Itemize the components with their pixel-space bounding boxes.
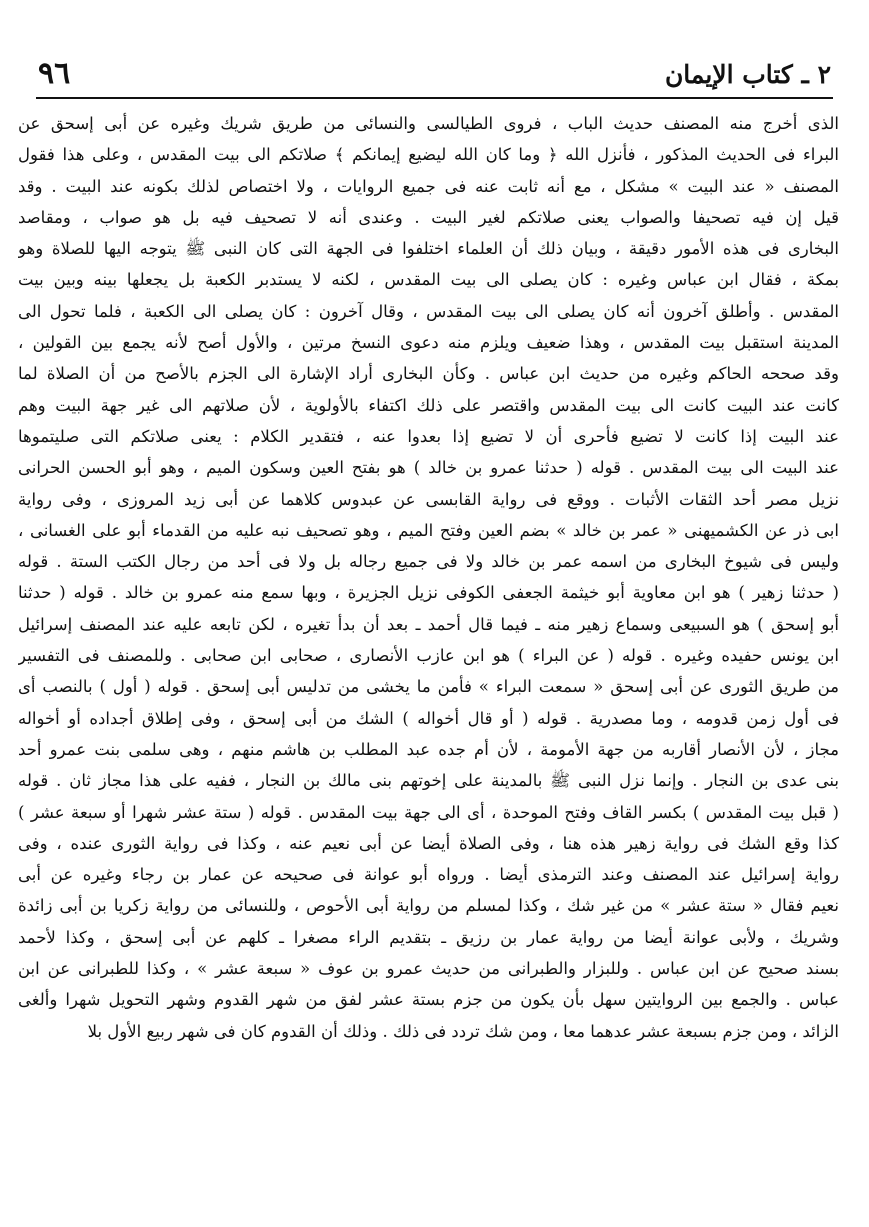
text-line: نزيل مصر أحد الثقات الأثبات . ووقع فى رواية القابسى عن عبدوس كلاهما عن أبى زيد المروزى ، وفى رواية	[18, 489, 839, 509]
text-line: ابى ذر عن الكشميهنى « عمر بن خالد » بضم العين وفتح الميم ، وهو تصحيف نبه عليه من القدماء أبو على الغسانى ،	[18, 520, 839, 540]
text-line: ابن يونس حفيده وغيره . قوله ( عن البراء ) هو ابن عازب الأنصارى ، صحابى ابن صحابى . وللمصنف فى التفسير	[18, 646, 839, 666]
text-line: البخارى فى هذه الأمور دقيقة ، وبيان ذلك أن العلماء اختلفوا فى الجهة التى كان النبى ﷺ يتوجه اليها للصلاة وهو	[18, 239, 839, 259]
text-line: قيل إن فيه تصحيفا والصواب يعنى صلاتكم لغير البيت . وعندى أنه لا تصحيف فيه بل هو صواب ، ومقاصد	[18, 207, 839, 227]
chapter-title: ٢ ـ كتاب الإيمان	[664, 60, 831, 89]
text-line: الذى أخرج منه المصنف حديث الباب ، فروى الطيالسى والنسائى من طريق شريك وغيره عن أبى إسحق عن	[18, 114, 839, 133]
text-line: وشريك ، ولأبى عوانة أيضا من رواية عمار بن رزيق ـ بتقديم الراء مصغرا ـ كلهم عن أبى إسحق ، وكذا لأحمد	[18, 927, 839, 947]
text-line: من طريق الثورى عن أبى إسحق « سمعت البراء » فأمن ما يخشى من تدليس أبى إسحق . قوله ( أول ) بالنصب أى	[18, 677, 839, 697]
text-line: بنى عدى بن النجار . وإنما نزل النبى ﷺ بالمدينة على إخوتهم بنى مالك بن النجار ، ففيه على هذا مجاز ثان . قوله	[18, 771, 839, 791]
running-head	[38, 56, 831, 96]
text-line: المقدس . وأطلق آخرون أنه كان يصلى الى بيت المقدس ، وقال آخرون : كان يصلى الى الكعبة ، فلما تحول الى	[18, 301, 839, 321]
text-line: أبو إسحق ) هو السبيعى وسماع زهير منه ـ فيما قال أحمد ـ بعد أن بدأ تغيره ، لكن تابعه عليه عند المصنف إسرائيل	[18, 614, 839, 634]
text-line: المدينة استقبل بيت المقدس ، وهذا ضعيف ويلزم منه دعوى النسخ مرتين ، والأول أصح لأنه يجمع بين القولين ،	[18, 333, 839, 353]
text-line: مجاز ، لأن الأنصار أقاربه من جهة الأمومة ، لأن أم جده عبد المطلب بن هاشم منهم ، وهى سلمى بنت عمرو أحد	[18, 739, 839, 759]
body-text	[18, 108, 839, 1047]
text-line: وليس فى شيوخ البخارى من اسمه عمر بن خالد ولا فى جميع رجاله بل ولا فى أحد من رجال الكتب الستة . قوله	[18, 552, 839, 572]
text-line: بسند صحيح عن ابن عباس . وللبزار والطبرانى من حديث عمرو بن عوف « سبعة عشر » ، وكذا للطبرانى عن ابن	[18, 959, 839, 979]
text-line: كذا وقع الشك فى رواية زهير هذه هنا ، وفى الصلاة أيضا عن أبى نعيم عنه ، وكذا فى رواية الثورى عنده ، وفى	[18, 833, 839, 853]
text-line: عباس . والجمع بين الروايتين سهل بأن يكون من جزم بستة عشر لفق من شهر القدوم وشهر التحويل شهرا وألغى	[18, 990, 839, 1010]
text-line: المصنف « عند البيت » مشكل ، مع أنه ثابت عنه فى جميع الروايات ، ولا اختصاص لذلك بكونه عند البيت . وقد	[18, 176, 839, 196]
text-line: بمكة ، فقال ابن عباس وغيره : كان يصلى الى بيت المقدس ، لكنه لا يستدبر الكعبة بل يجعلها بينه وبين بيت	[18, 270, 839, 290]
text-line: رواية إسرائيل عند المصنف وعند الترمذى أيضا . ورواه أبو عوانة فى صحيحه عن عمار بن رجاء وغيره عن أبى	[18, 865, 839, 885]
text-line: ( حدثنا زهير ) هو ابن معاوية أبو خيثمة الجعفى الكوفى نزيل الجزيرة ، وبها سمع منه عمرو بن خالد . قوله ( حدثنا	[18, 583, 839, 603]
text-line: عند البيت إذا كانت لا تضيع فأحرى أن لا تضيع إذا بعدوا عنه ، فتقدير الكلام : يعنى صلاتكم التى صليتموها	[18, 426, 839, 446]
text-line: نعيم فقال « ستة عشر » من غير شك ، وكذا لمسلم من رواية أبى الأحوص ، وللنسائى من رواية زكريا بن أبى زائدة	[18, 896, 839, 916]
text-line: البراء فى الحديث المذكور ، فأنزل الله ﴿ وما كان الله ليضيع إيمانكم ﴾ صلاتكم الى بيت المقدس ، وعلى هذا فقول	[18, 145, 839, 165]
page-number: ٩٦	[38, 56, 71, 91]
text-line: فى أول زمن قدومه ، وما مصدرية . قوله ( أو قال أخواله ) الشك من أبى إسحق ، وفى إطلاق أجداده أو أخواله	[18, 708, 839, 728]
text-line: عند البيت الى بيت المقدس . قوله ( حدثنا عمرو بن خالد ) هو بفتح العين وسكون الميم ، وهو أبو الحسن الحرانى	[18, 458, 839, 478]
header-rule	[36, 97, 833, 99]
text-line: وقد صححه الحاكم وغيره من حديث ابن عباس . وكأن البخارى أراد الإشارة الى الجزم بالأصح من أن الصلاة لما	[18, 364, 839, 384]
text-line: الزائد ، ومن جزم بسبعة عشر عدهما معا ، ومن شك تردد فى ذلك . وذلك أن القدوم كان فى شهر ربيع الأول بلا	[87, 1021, 839, 1041]
text-line: ( قبل بيت المقدس ) بكسر القاف وفتح الموحدة ، أى الى جهة بيت المقدس . قوله ( ستة عشر شهرا أو سبعة عشر )	[18, 802, 839, 822]
text-line: كانت عند البيت كانت الى بيت المقدس واقتصر على ذلك اكتفاء بالأولوية ، لأن صلاتهم الى غير جهة البيت وهم	[18, 395, 839, 415]
